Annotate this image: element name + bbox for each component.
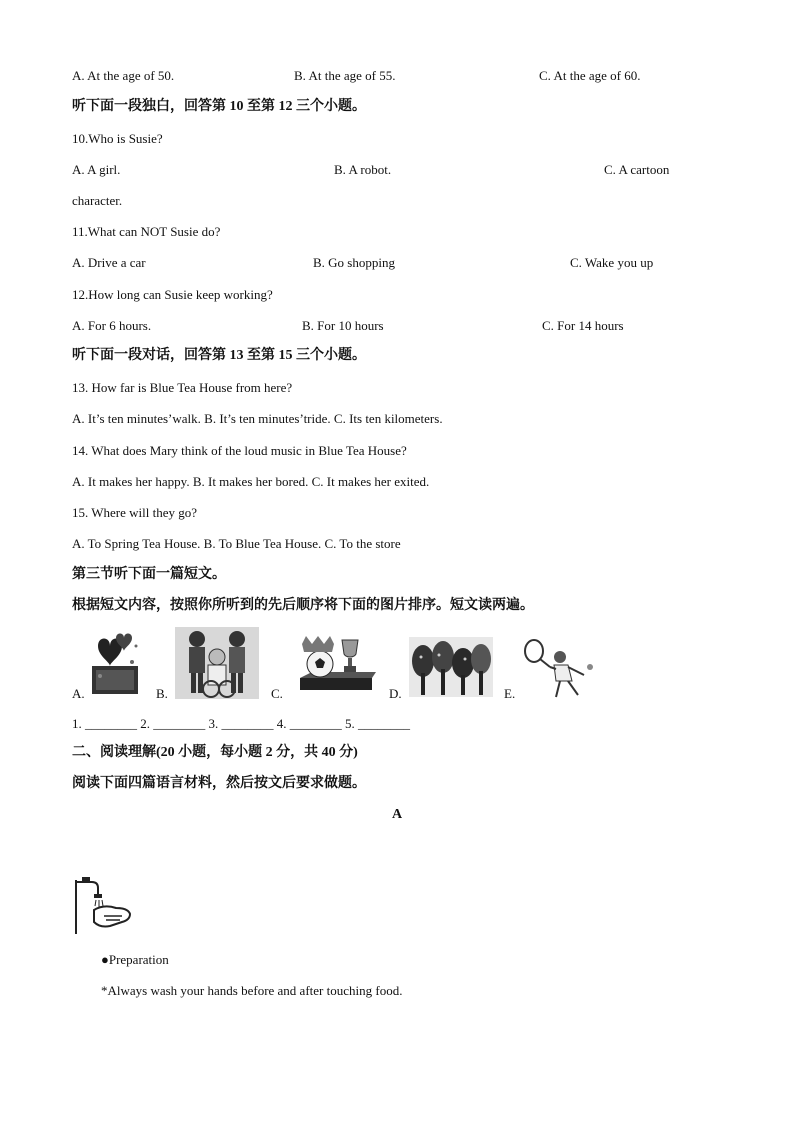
picture-label-c: C. bbox=[271, 686, 283, 701]
picture-label-b: B. bbox=[156, 686, 168, 701]
hand-washing-icon bbox=[70, 874, 134, 936]
section-monologue-heading: 听下面一段独白，回答第 10 至第 12 三个小题。 bbox=[72, 99, 366, 114]
q10-question: 10.Who is Susie? bbox=[72, 131, 163, 146]
trophy-soccer-icon bbox=[292, 634, 376, 694]
tennis-player-icon bbox=[520, 637, 598, 699]
picture-label-d: D. bbox=[389, 686, 402, 701]
q13-question: 13. How far is Blue Tea House from here? bbox=[72, 380, 293, 395]
picture-label-a: A. bbox=[72, 686, 85, 701]
q10-option-c: C. A cartoon bbox=[604, 162, 670, 177]
q15-options: A. To Spring Tea House. B. To Blue Tea House. C. To the store bbox=[72, 536, 401, 551]
section3-title: 第三节听下面一篇短文。 bbox=[72, 567, 226, 582]
q10-option-b: B. A robot. bbox=[334, 162, 392, 177]
section3-instruction: 根据短文内容，按照你所听到的先后顺序将下面的图片排序。短文读两遍。 bbox=[72, 598, 534, 613]
passage-letter: A bbox=[391, 807, 403, 822]
q11-option-c: C. Wake you up bbox=[570, 255, 654, 270]
preparation-tip: *Always wash your hands before and after touching food. bbox=[101, 983, 403, 998]
section-dialogue-heading: 听下面一段对话，回答第 13 至第 15 三个小题。 bbox=[72, 348, 366, 363]
q10-option-a: A. A girl. bbox=[72, 162, 121, 177]
q12-option-c: C. For 14 hours bbox=[542, 318, 624, 333]
q11-option-a: A. Drive a car bbox=[72, 255, 146, 270]
trees-icon bbox=[409, 637, 493, 697]
q13-options: A. It’s ten minutes’walk. B. It’s ten minutes’tride. C. Its ten kilometers. bbox=[72, 411, 443, 426]
q11-option-b: B. Go shopping bbox=[313, 255, 395, 270]
q10-option-c-continued: character. bbox=[72, 193, 123, 208]
q9-option-b: B. At the age of 55. bbox=[294, 68, 396, 83]
answer-blanks: 1. ________ 2. ________ 3. ________ 4. ________ 5. ________ bbox=[72, 716, 410, 731]
hearts-box-icon bbox=[88, 626, 144, 698]
preparation-heading: ●Preparation bbox=[101, 952, 169, 967]
q9-option-a: A. At the age of 50. bbox=[72, 68, 175, 83]
q15-question: 15. Where will they go? bbox=[72, 505, 198, 520]
q14-options: A. It makes her happy. B. It makes her bored. C. It makes her exited. bbox=[72, 474, 430, 489]
family-icon bbox=[175, 627, 259, 699]
q14-question: 14. What does Mary think of the loud music in Blue Tea House? bbox=[72, 443, 407, 458]
part2-instruction: 阅读下面四篇语言材料，然后按文后要求做题。 bbox=[72, 776, 366, 791]
picture-label-e: E. bbox=[504, 686, 516, 701]
q12-question: 12.How long can Susie keep working? bbox=[72, 287, 273, 302]
q12-option-b: B. For 10 hours bbox=[302, 318, 384, 333]
part2-title: 二、阅读理解(20 小题，每小题 2 分，共 40 分) bbox=[72, 745, 358, 760]
q12-option-a: A. For 6 hours. bbox=[72, 318, 152, 333]
q11-question: 11.What can NOT Susie do? bbox=[72, 224, 221, 239]
q9-option-c: C. At the age of 60. bbox=[539, 68, 641, 83]
